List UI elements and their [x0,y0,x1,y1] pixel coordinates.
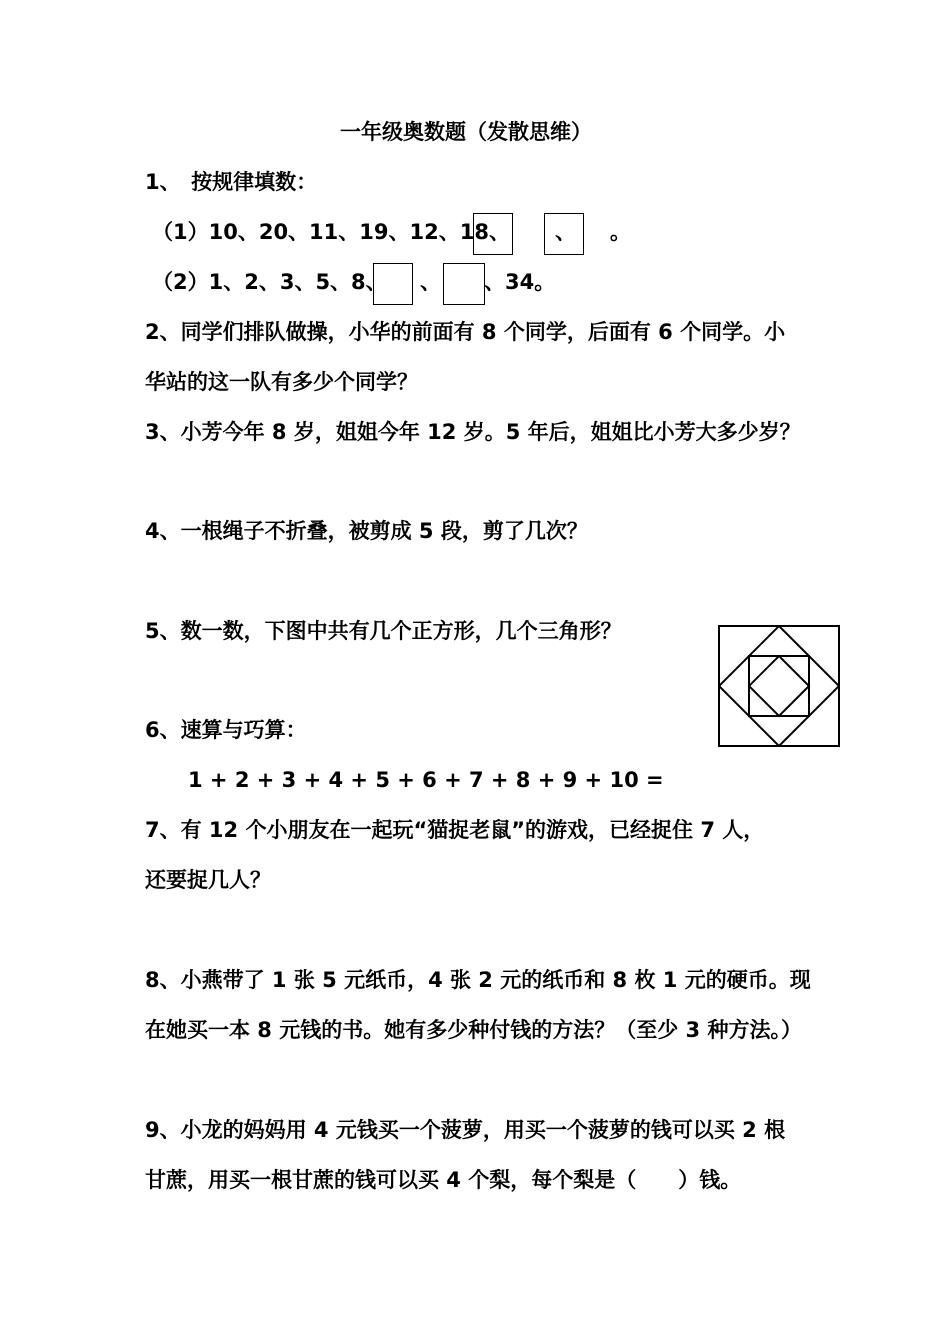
answer-box-2a[interactable] [373,263,413,305]
question-2-line-1: 2、同学们排队做操，小华的前面有 8 个同学，后面有 6 个同学。小 [145,320,786,344]
page-title: 一年级奥数题（发散思维） [340,120,592,144]
question-4: 4、一根绳子不折叠，被剪成 5 段，剪了几次？ [145,519,588,543]
outer-square [719,626,839,746]
question-2-line-2: 华站的这一队有多少个同学？ [145,370,418,394]
question-1-part-1-separator: 、 [555,220,576,244]
question-3: 3、小芳今年 8 岁，姐姐今年 12 岁。5 年后，姐姐比小芳大多少岁？ [145,420,801,444]
answer-box-2b[interactable] [443,263,485,305]
question-9-line-1: 9、小龙的妈妈用 4 元钱买一个菠萝，用买一个菠萝的钱可以买 2 根 [145,1118,786,1142]
question-7-line-1: 7、有 12 个小朋友在一起玩“猫捉老鼠”的游戏，已经捉住 7 人， [145,818,765,842]
question-6-expression: 1 + 2 + 3 + 4 + 5 + 6 + 7 + 8 + 9 + 10 = [188,768,664,792]
question-9-line-2: 甘蔗，用买一根甘蔗的钱可以买 4 个梨，每个梨是（ ）钱。 [145,1168,742,1192]
question-1-part-1-end: 。 [610,220,631,244]
question-1-part-2-separator: 、 [420,270,441,294]
inner-diamond [749,656,809,716]
squares-triangles-figure [718,625,840,747]
question-1-part-2-end: 、34。 [484,270,556,294]
question-1-head: 1、 按规律填数： [145,170,318,194]
question-1-part-1: （1）10、20、11、19、12、18、 [152,220,510,244]
question-1-part-2: （2）1、2、3、5、8、 [152,270,387,294]
question-8-line-1: 8、小燕带了 1 张 5 元纸币，4 张 2 元的纸币和 8 枚 1 元的硬币。现 [145,968,811,992]
answer-box-1a[interactable] [473,213,513,255]
question-7-line-2: 还要捉几人？ [145,868,271,892]
outer-diamond [719,626,839,746]
question-5: 5、数一数，下图中共有几个正方形，几个三角形？ [145,619,622,643]
question-6-head: 6、速算与巧算： [145,718,307,742]
inner-square [749,656,809,716]
question-8-line-2: 在她买一本 8 元钱的书。她有多少种付钱的方法？（至少 3 种方法。） [145,1018,802,1042]
